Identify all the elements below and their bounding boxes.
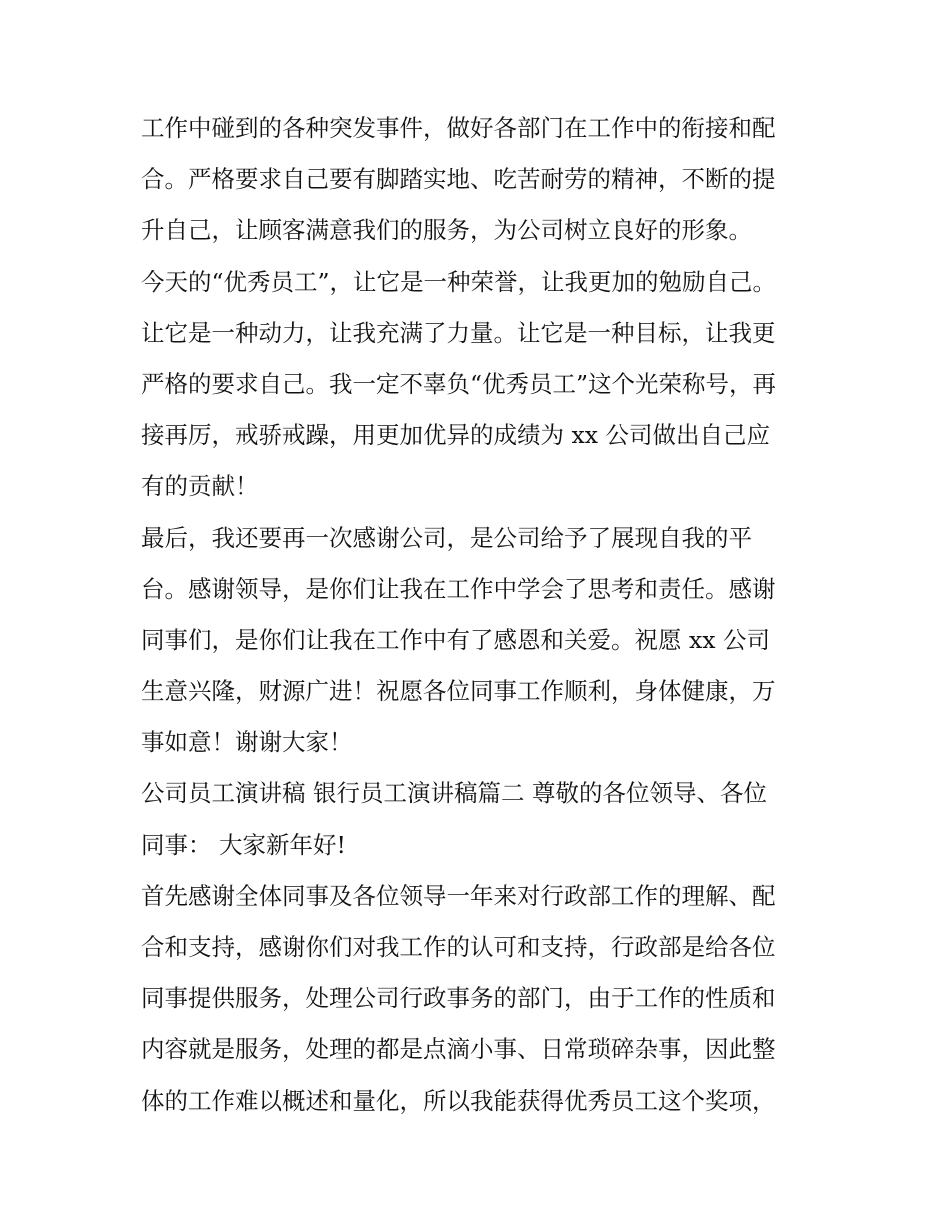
text-line: 台。感谢领导，是你们让我在工作中学会了思考和责任。感谢 [141,574,776,603]
text-line: 今天的“优秀员工”，让它是一种荣誉，让我更加的勉励自己。 [141,267,777,296]
text-line: 合和支持，感谢你们对我工作的认可和支持，行政部是给各位 [141,933,776,961]
text-line: 同事们，是你们让我在工作中有了感恩和关爱。祝愿 xx 公司 [141,625,770,654]
paragraph-3 [141,513,816,769]
document-body [141,103,816,1127]
paragraph-4 [141,768,816,870]
text-line: 同事提供服务，处理公司行政事务的部门，由于工作的性质和 [141,984,776,1013]
text-line: 合。严格要求自己要有脚踏实地、吃苦耐劳的精神，不断的提 [141,165,776,194]
text-line: 同事： 大家新年好! [141,830,346,859]
text-line: 让它是一种动力，让我充满了力量。让它是一种目标，让我更 [141,318,776,347]
paragraph-2 [141,257,816,513]
text-line: 公司员工演讲稿 银行员工演讲稿篇二 尊敬的各位领导、各位 [141,779,767,808]
text-line: 工作中碰到的各种突发事件，做好各部门在工作中的衔接和配 [141,114,776,142]
text-line: 严格的要求自己。我一定不辜负“优秀员工”这个光荣称号，再 [141,369,777,398]
paragraph-5 [141,871,816,1127]
text-line: 最后，我还要再一次感谢公司，是公司给予了展现自我的平 [141,523,752,552]
text-line: 内容就是服务，处理的都是点滴小事、日常琐碎杂事，因此整 [141,1035,776,1064]
text-line: 接再厉，戒骄戒躁，用更加优异的成绩为 xx 公司做出自己应 [141,421,770,450]
text-line: 事如意！谢谢大家！ [141,728,353,757]
text-line: 有的贡献！ [141,472,259,501]
paragraph-1 [141,103,816,257]
text-line: 升自己，让顾客满意我们的服务，为公司树立良好的形象。 [141,216,752,245]
text-line: 生意兴隆，财源广进！祝愿各位同事工作顺利，身体健康，万 [141,677,776,706]
text-line: 体的工作难以概述和量化，所以我能获得优秀员工这个奖项， [141,1086,776,1115]
text-line: 首先感谢全体同事及各位领导一年来对行政部工作的理解、配 [141,881,776,910]
